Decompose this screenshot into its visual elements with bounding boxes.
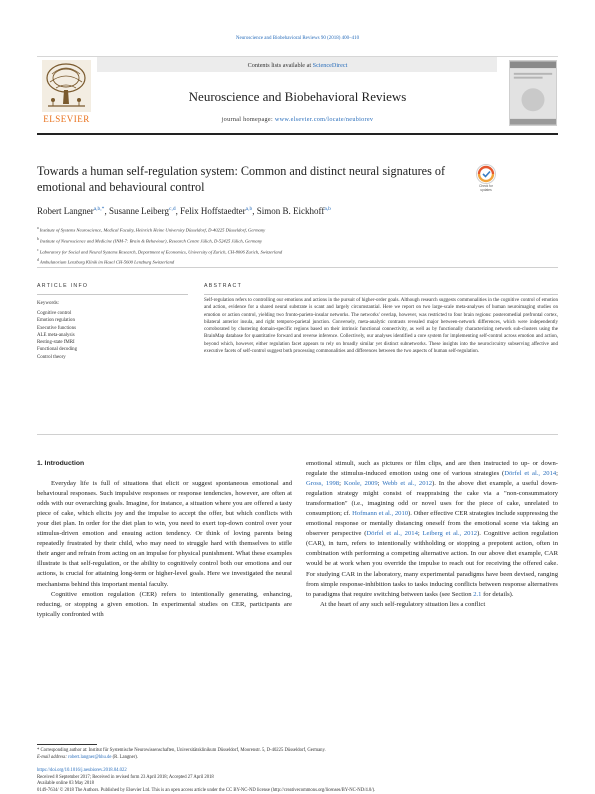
author-list (37, 206, 557, 216)
abstract-text: Self-regulation refers to controlling our emotions and actions in the pursuit of higher-order goals. Although research suggests commonalities in the cognitive control of emotion and action, evidence for a shared neural substrate is scant and largely circumstantial. Here we report on two large-scale meta-analyses of human neuroimaging studies on emotion or action control, yielding two fronto-parieto-insular networks. The networks' overlap, however, was restricted to four brain regions: posteromedial prefrontal cortex, bilateral anterior insula, and right temporo-parietal junction. Conversely, meta-analytic contrasts revealed major between-network differences, which were independently corroborated by clustering domain-specific regions based on their intrinsic functional connectivity, as well as by functionally characterizing network sub-clusters using the BrainMap database for quantitative forward and reverse inference. Collectively, our analyses identified a core system for implementing self-control across emotion and action, beyond which, however, either regulation facet appears to rely on broadly similar yet distinct subnetworks. These insights into the neurocircuitry subserving affective and executive facets of self-control suggest both processing commonalities and differences between the two aspects of human self-regulation. (204, 298, 558, 354)
affiliation-item (37, 224, 557, 235)
article-metadata (37, 768, 558, 794)
author-affiliation-marks[interactable]: a,b (245, 206, 253, 212)
affiliation-mark: b (37, 236, 39, 241)
keywords-label: Keywords: (37, 301, 59, 306)
author-affiliation-marks[interactable]: c,d (169, 206, 176, 212)
journal-masthead (37, 56, 558, 129)
article-info-heading: ARTICLE INFO (37, 283, 89, 289)
citation-link[interactable]: Leiberg et al., 2012 (422, 530, 478, 538)
affiliation-text: Laboratory for Social and Neural Systems Research, Department of Economics, University of Zurich, CH-8006 Zurich, Switzerland (39, 249, 283, 255)
affiliation-mark: a (37, 226, 39, 230)
contents-available-text (37, 62, 558, 69)
abstract-bottom-rule (37, 434, 558, 435)
header-rule (37, 133, 558, 135)
affiliation-mark: c (37, 247, 39, 252)
article-info-rule (37, 294, 188, 295)
body-text: ; (556, 470, 559, 478)
journal-homepage (37, 116, 558, 123)
keyword: Executive functions (37, 325, 76, 331)
body-text: emotional stimuli, such as pictures or film clips, and are then instructed to up- or down-regulate the stimulus-induced emotion using one of various strategies ( (306, 460, 558, 478)
elsevier-logo (38, 60, 95, 128)
elsevier-wordmark: ELSEVIER (43, 114, 90, 124)
author-separator: , (252, 206, 257, 216)
keyword-list (37, 310, 187, 361)
affiliation-text: Institute of Systems Neuroscience, Medical Faculty, Heinrich Heine University Düsseldorf, D-40225 Düsseldorf, Germany (39, 227, 266, 233)
email-line (37, 754, 558, 761)
body-text: ). Cognitive action regulation (CAR), in turn, refers to intentionally withholding or stopping a prepotent action, often in combination with performing a competing alternative action. In our above diet example, CAR would be at work when you override the impulse to reach out for receiving the offered cake. For studying CAR in the laboratory, many experimental paradigms have been devised, ranging from simple response-inhibition tasks to tasks inducing conflicts between response alternatives to paradigms that require switching between tasks (see Section (306, 530, 559, 598)
keyword: Emotion regulation (37, 318, 75, 324)
check-for-updates-icon (473, 163, 499, 185)
badge-line1: Check for (479, 184, 493, 188)
author-name: Susanne Leiberg (108, 206, 170, 216)
badge-line2: updates (480, 187, 492, 192)
citation-link[interactable]: Koole, 2009 (343, 480, 378, 488)
abstract-heading: ABSTRACT (204, 283, 243, 289)
keyword: Resting-state fMRI (37, 340, 75, 346)
author-separator: , (175, 206, 181, 216)
body-text: ). In the above diet example, a useful down-regulation strategy might consist of reappraising the cake via a "non-consummatory transformation" (i.e., imagining odd or novel uses for the piece of cake, unrelated to consumption; cf. (306, 480, 558, 518)
citation-link[interactable]: Dörfel et al., 2014 (504, 470, 557, 478)
body-text: ; (339, 480, 344, 488)
citation-link[interactable]: Webb et al., 2012 (382, 480, 433, 488)
email-link[interactable]: robert.langner@hhu.de (68, 755, 112, 760)
body-paragraph: At the heart of any such self-regulatory situation lies a conflict (320, 600, 486, 608)
keyword: Control theory (37, 354, 66, 360)
doi-link[interactable]: https://doi.org/10.1016/j.neubiorev.2018.04.022 (37, 768, 127, 773)
section-heading: 1. Introduction (37, 460, 85, 467)
journal-reference[interactable]: Neuroscience and Biobehavioral Reviews 90 (2018) 400–410 (235, 36, 360, 41)
body-text: ). Other effective CER strategies include suppressing the emotional response or mentally distancing oneself from the emotional scene via taking an observer perspective ( (306, 510, 558, 538)
body-column-left (37, 459, 292, 620)
footnote-rule (37, 744, 97, 745)
author-name: Robert Langner (37, 206, 94, 216)
article-title: Towards a human self-regulation system: Common and distinct neural signatures of emotional and behavioural control (37, 164, 446, 194)
affiliation-item (37, 235, 557, 246)
body-text: for details). (481, 590, 514, 598)
sciencedirect-link[interactable]: ScienceDirect (312, 62, 348, 69)
body-text: ; (417, 530, 423, 538)
citation-link[interactable]: Gross, 1998 (306, 480, 340, 488)
contents-prefix: Contents lists available at (247, 62, 313, 69)
homepage-prefix: journal homepage: (221, 116, 275, 123)
affiliation-text: Ambulatorium Lenzburg Klinik im Hasel CH-5600 Lenzburg Switzerland (39, 260, 175, 266)
email-label: E-mail address: (37, 755, 69, 760)
body-text: ; (377, 480, 383, 488)
affiliation-mark: d (37, 258, 39, 263)
homepage-link[interactable]: www.elsevier.com/locate/neubiorev (274, 116, 374, 123)
check-for-updates-label (473, 185, 499, 192)
journal-cover (496, 60, 557, 126)
available-online: Available online 03 May 2018 (37, 781, 94, 787)
affiliation-item (37, 246, 557, 257)
affiliations-rule (37, 267, 558, 268)
email-suffix: (R. Langner). (111, 755, 139, 760)
body-paragraph (306, 459, 558, 600)
author-affiliation-marks[interactable]: a,b (324, 206, 331, 212)
license-line: 0149-7634/ © 2018 The Authors. Published by Elsevier Ltd. This is an open access article under the CC BY-NC-ND license (http://creativecommons.org/licenses/BY-NC-ND/4.0/). (37, 788, 376, 794)
received-dates: Received 8 September 2017; Received in revised form 23 April 2018; Accepted 27 April 2018 (37, 774, 214, 780)
section-link[interactable]: 2.1 (473, 590, 482, 598)
affiliation-list (37, 224, 557, 267)
body-column-right (306, 459, 558, 610)
check-for-updates-badge[interactable] (473, 163, 499, 193)
footnote (37, 747, 558, 761)
keyword: Functional decoding (37, 347, 78, 353)
citation-link[interactable]: Dörfel et al., 2014 (366, 530, 418, 538)
keyword: ALE meta-analysis (37, 332, 75, 338)
affiliation-text: Institute of Neuroscience and Medicine (INM-7: Brain & Behaviour), Research Centre Jülich, D-52425 Jülich, Germany (39, 238, 263, 244)
abstract-rule (204, 294, 558, 295)
body-paragraph: Everyday life is full of situations that elicit or suggest spontaneous emotional and behavioural responses. Such impulsive responses or response tendencies, however, are often at odds with our overarching goals. Imagine, for instance, a situation where you are offered a tasty piece of cake, which elicits joy and the impulse to accept the offer, but which conflicts with your diet plan. In order for the diet plan to win, you need to exert top-down control over your stimulus-driven emotion and ensuing action tendency. Or think of loving parents being repeatedly frustrated by their child, who may need to struggle hard with themselves to stifle their anger and refrain from acting on an impulse for physical punishment. What these examples illustrate is that self-regulation, or the ability to cognitively control both our emotions and our actions, is crucial for attaining long-term or higher-level goals. Here we investigated the neural mechanisms behind this important mental faculty. (37, 480, 292, 588)
elsevier-tree-icon (42, 60, 91, 112)
body-paragraph: Cognitive emotion regulation (CER) refers to intentionally generating, enhancing, reducing, or stopping a given emotion. In experimental studies on CER, participants are typically confronted with (37, 590, 292, 618)
author-name: Simon B. Eickhoff (256, 206, 325, 216)
citation-link[interactable]: Hofmann et al., 2010 (352, 510, 409, 518)
author-affiliation-marks[interactable]: a,b,* (93, 206, 105, 212)
keyword: Cognitive control (37, 311, 72, 316)
author-name: Felix Hoffstaedter (180, 206, 246, 216)
journal-title: Neuroscience and Biobehavioral Reviews (188, 89, 407, 104)
author-separator: , (104, 206, 109, 216)
corresponding-author-note: * Corresponding author at: Institut für Systemische Neurowissenschaften, Universitätsklinikum Düsseldorf, Moorenstr. 5, D-40225 Düsseldorf, Germany. (37, 748, 326, 753)
affiliation-item (37, 256, 557, 267)
journal-cover-image (509, 60, 557, 126)
